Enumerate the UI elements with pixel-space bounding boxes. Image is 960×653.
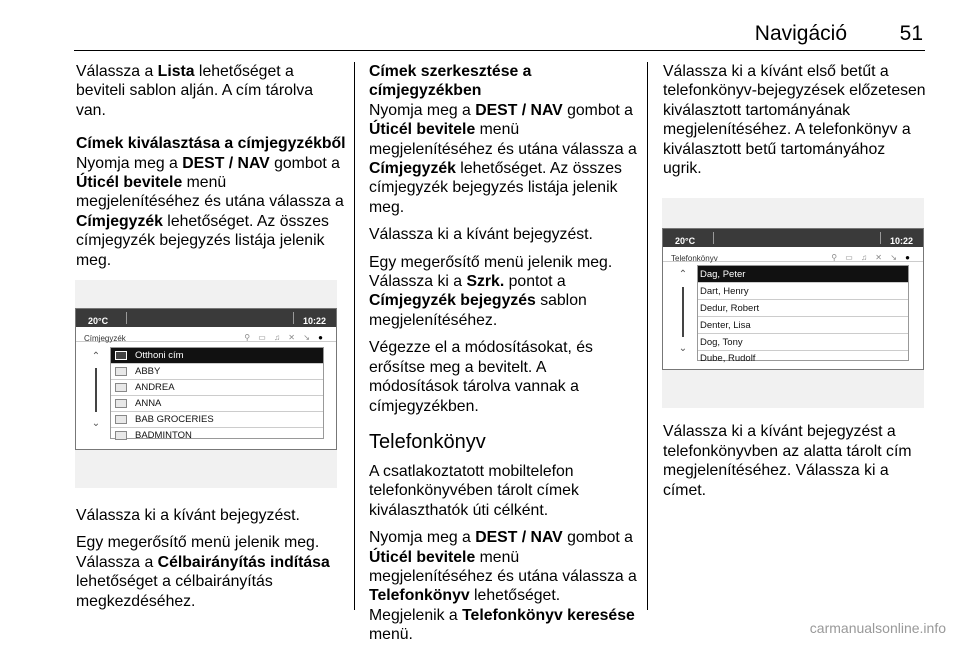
paragraph: Válassza a Lista lehetőséget a beviteli sablon alján. A cím tárolva van. bbox=[76, 63, 314, 119]
column-divider bbox=[354, 62, 355, 610]
list-item[interactable]: ANNA bbox=[111, 396, 323, 412]
paragraph: Nyomja meg a DEST / NAV gombot a Úticél bevitele menü megjelenítéséhez és utána válassza a Címjegyzék lehetőséget. Az összes címjegyzék bejegyzés listája jelenik meg. bbox=[76, 154, 344, 269]
list-item[interactable]: ABBY bbox=[111, 364, 323, 380]
phonebook-list bbox=[697, 265, 909, 365]
screen-title-bar bbox=[76, 327, 336, 342]
screen-title: Telefonkönyv bbox=[671, 254, 718, 264]
display-screen bbox=[75, 308, 337, 450]
section-heading: Telefonkönyv bbox=[369, 430, 486, 453]
home-icon bbox=[115, 351, 127, 360]
contact-icon bbox=[115, 399, 127, 408]
list-item[interactable]: Dog, Tony bbox=[698, 334, 908, 351]
page-number: 51 bbox=[899, 22, 923, 45]
clock: 10:22 bbox=[302, 316, 326, 327]
contact-icon bbox=[115, 367, 127, 376]
page-title: Navigáció bbox=[754, 22, 847, 45]
list-item[interactable]: BAB GROCERIES bbox=[111, 412, 323, 428]
temperature: 20°C bbox=[675, 236, 696, 247]
screenshot-phonebook bbox=[662, 198, 924, 408]
list-item[interactable]: Dedur, Robert bbox=[698, 300, 908, 317]
status-icons: ⚲ ▭ ♫ ✕ ↘ ● bbox=[244, 333, 326, 343]
scrollbar[interactable] bbox=[675, 265, 691, 358]
subheading: Címek kiválasztása a címjegyzékből bbox=[76, 135, 346, 153]
status-icons: ⚲ ▭ ♫ ✕ ↘ ● bbox=[831, 253, 913, 263]
display-screen bbox=[662, 228, 924, 370]
watermark: carmanualsonline.info bbox=[809, 620, 946, 636]
paragraph: A csatlakoztatott mobiltelefon telefonkönyvében tárolt címek kiválaszthatók úti célként. bbox=[369, 462, 579, 519]
scroll-up-icon[interactable]: ⌃ bbox=[91, 351, 101, 363]
list-item[interactable]: Dag, Peter bbox=[698, 266, 908, 283]
contact-icon bbox=[115, 383, 127, 392]
page-header bbox=[74, 0, 925, 51]
paragraph: Nyomja meg a DEST / NAV gombot a Úticél bevitele menü megjelenítéséhez és utána válassza a Telefonkönyv lehetőséget. Megjelenik a Telefonkönyv keresése menü. bbox=[369, 529, 637, 644]
list-item[interactable]: ANDREA bbox=[111, 380, 323, 396]
address-list bbox=[110, 347, 324, 439]
list-item[interactable]: Dube, Rudolf bbox=[700, 353, 756, 365]
shop-icon bbox=[115, 415, 127, 424]
paragraph: Válassza ki a kívánt bejegyzést. bbox=[76, 507, 300, 525]
screen-title: Címjegyzék bbox=[84, 334, 126, 344]
clock: 10:22 bbox=[889, 236, 913, 247]
contact-icon bbox=[115, 431, 127, 440]
column-3 bbox=[663, 62, 928, 508]
temperature: 20°C bbox=[88, 316, 109, 327]
scroll-down-icon[interactable]: ⌄ bbox=[678, 342, 688, 354]
paragraph: Válassza ki a kívánt első betűt a telefonkönyv-bejegyzések előzetesen kiválasztott tartományának megjelenítéséhez. A telefonkönyv a kiválasztott betű tartományához ugrik. bbox=[663, 63, 926, 178]
scroll-up-icon[interactable]: ⌃ bbox=[678, 269, 688, 281]
screen-title-bar bbox=[663, 247, 923, 262]
list-item[interactable]: Denter, Lisa bbox=[698, 317, 908, 334]
column-1 bbox=[76, 62, 346, 619]
paragraph: Egy megerősítő menü jelenik meg. Válassza a Célbairányítás indítása lehetőséget a célbairányítás megkezdéséhez. bbox=[76, 534, 330, 610]
screenshot-address-book bbox=[75, 280, 337, 488]
list-item[interactable]: Otthoni cím bbox=[111, 348, 323, 364]
column-divider bbox=[647, 62, 648, 610]
column-2 bbox=[369, 62, 639, 653]
scrollbar[interactable] bbox=[88, 347, 104, 434]
subheading: Címek szerkesztése a címjegyzékben bbox=[369, 63, 532, 100]
list-item[interactable]: Dart, Henry bbox=[698, 283, 908, 300]
paragraph: Válassza ki a kívánt bejegyzést a telefonkönyvben az alatta tárolt cím megjelenítéséhez. Válassza ki a címet. bbox=[663, 423, 912, 499]
status-bar bbox=[76, 309, 336, 327]
list-item[interactable]: BADMINTON bbox=[111, 428, 323, 443]
scroll-down-icon[interactable]: ⌄ bbox=[91, 418, 101, 430]
paragraph: Egy megerősítő menü jelenik meg. Válassza ki a Szrk. pontot a Címjegyzék bejegyzés sablon megjelenítéséhez. bbox=[369, 253, 613, 329]
paragraph: Válassza ki a kívánt bejegyzést. bbox=[369, 226, 593, 244]
paragraph: Végezze el a módosításokat, és erősítse meg a bevitelt. A módosítások tárolva vannak a címjegyzékben. bbox=[369, 339, 593, 415]
status-bar bbox=[663, 229, 923, 247]
paragraph: Nyomja meg a DEST / NAV gombot a Úticél bevitele menü megjelenítéséhez és utána válassza a Címjegyzék lehetőséget. Az összes címjegyzék bejegyzés listája jelenik meg. bbox=[369, 101, 637, 216]
